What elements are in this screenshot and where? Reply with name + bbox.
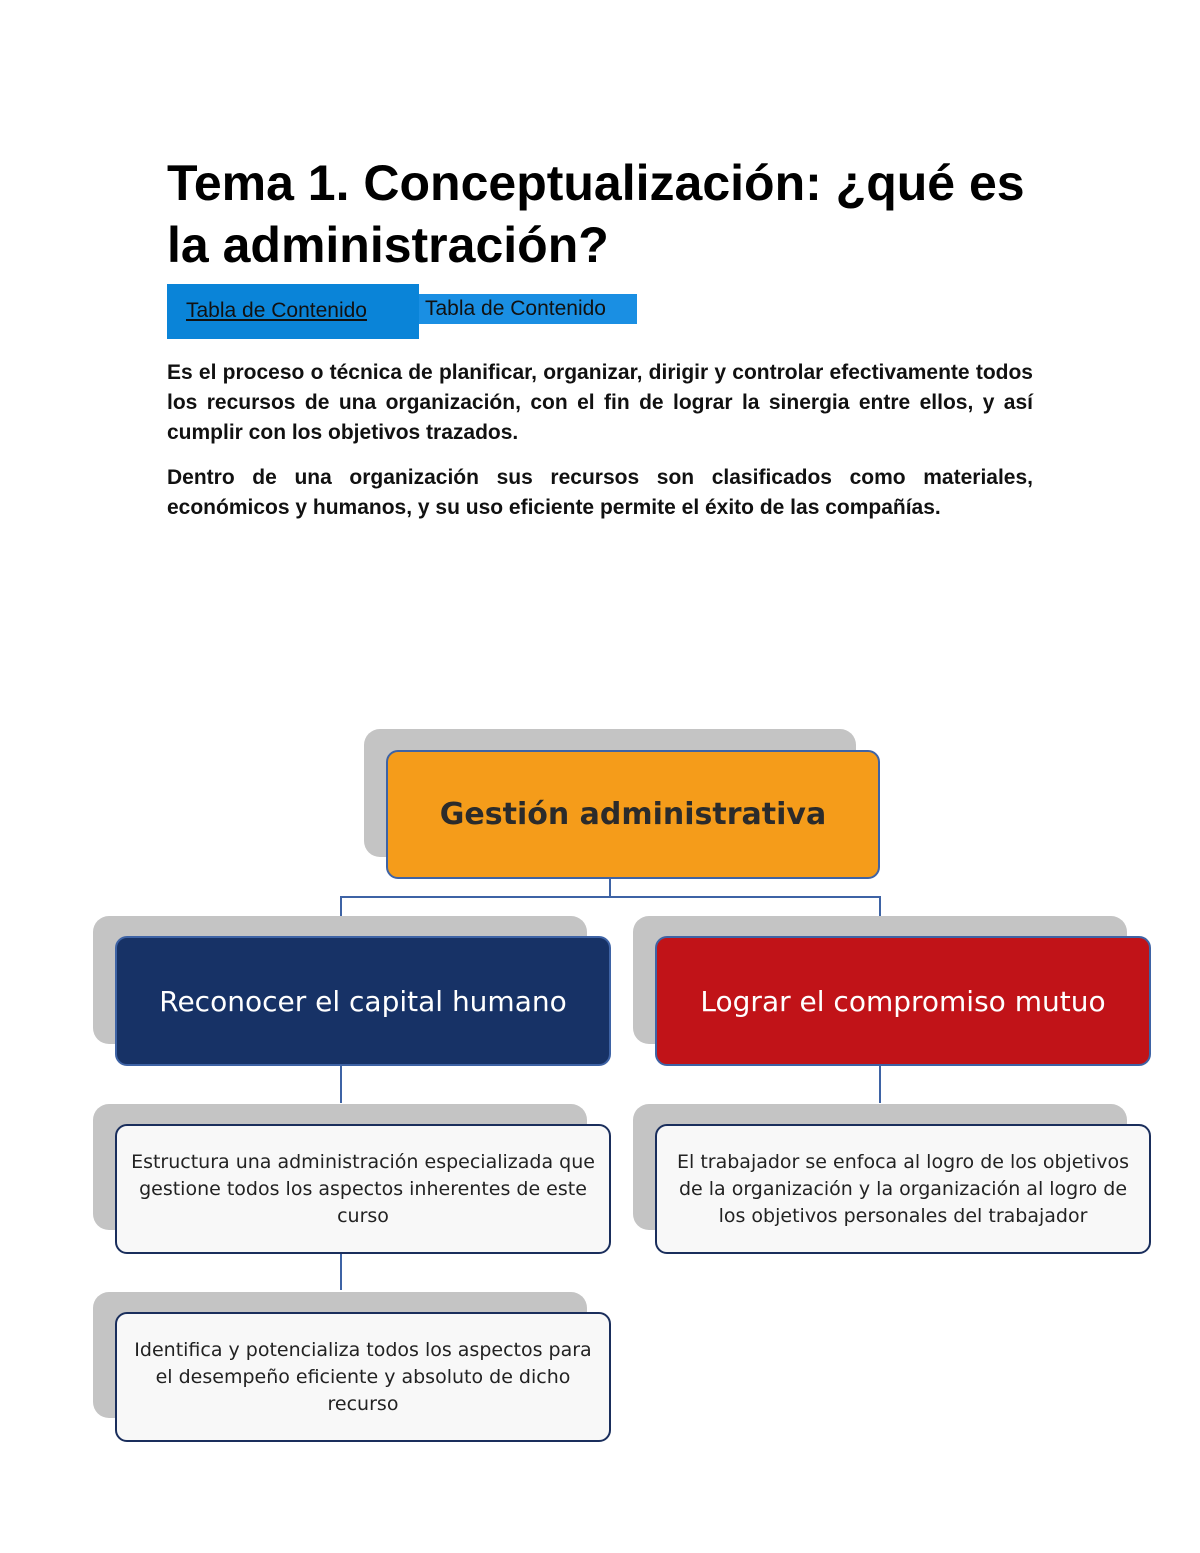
left-child-1: Estructura una administración especializada que gestione todos los aspectos inherentes de este curso (115, 1124, 611, 1254)
right-child-1: El trabajador se enfoca al logro de los objetivos de la organización y la organización al logro de los objetivos personales del trabajador (655, 1124, 1151, 1254)
toc-link-1-label[interactable]: Tabla de Contenido (186, 299, 367, 322)
left-node: Reconocer el capital humano (115, 936, 611, 1066)
page-title: Tema 1. Conceptualización: ¿qué es la administración? (167, 155, 1025, 273)
paragraph-resources: Dentro de una organización sus recursos son clasificados como materiales, económicos y humanos, y su uso eficiente permite el éxito de las compañías. (167, 466, 1033, 519)
right-node: Lograr el compromiso mutuo (655, 936, 1151, 1066)
toc-link-2[interactable] (419, 294, 637, 324)
root-node: Gestión administrativa (386, 750, 880, 879)
left-child-2: Identifica y potencializa todos los aspectos para el desempeño eficiente y absoluto de dicho recurso (115, 1312, 611, 1442)
connector-horizontal (340, 896, 881, 898)
toc-link-1[interactable] (167, 284, 419, 339)
paragraph-definition: Es el proceso o técnica de planificar, organizar, dirigir y controlar efectivamente todos los recursos de una organización, con el fin de lograr la sinergia entre ellos, y así cumplir con los objetivos trazados. (167, 361, 1033, 444)
toc-link-2-label[interactable]: Tabla de Contenido (425, 297, 606, 320)
